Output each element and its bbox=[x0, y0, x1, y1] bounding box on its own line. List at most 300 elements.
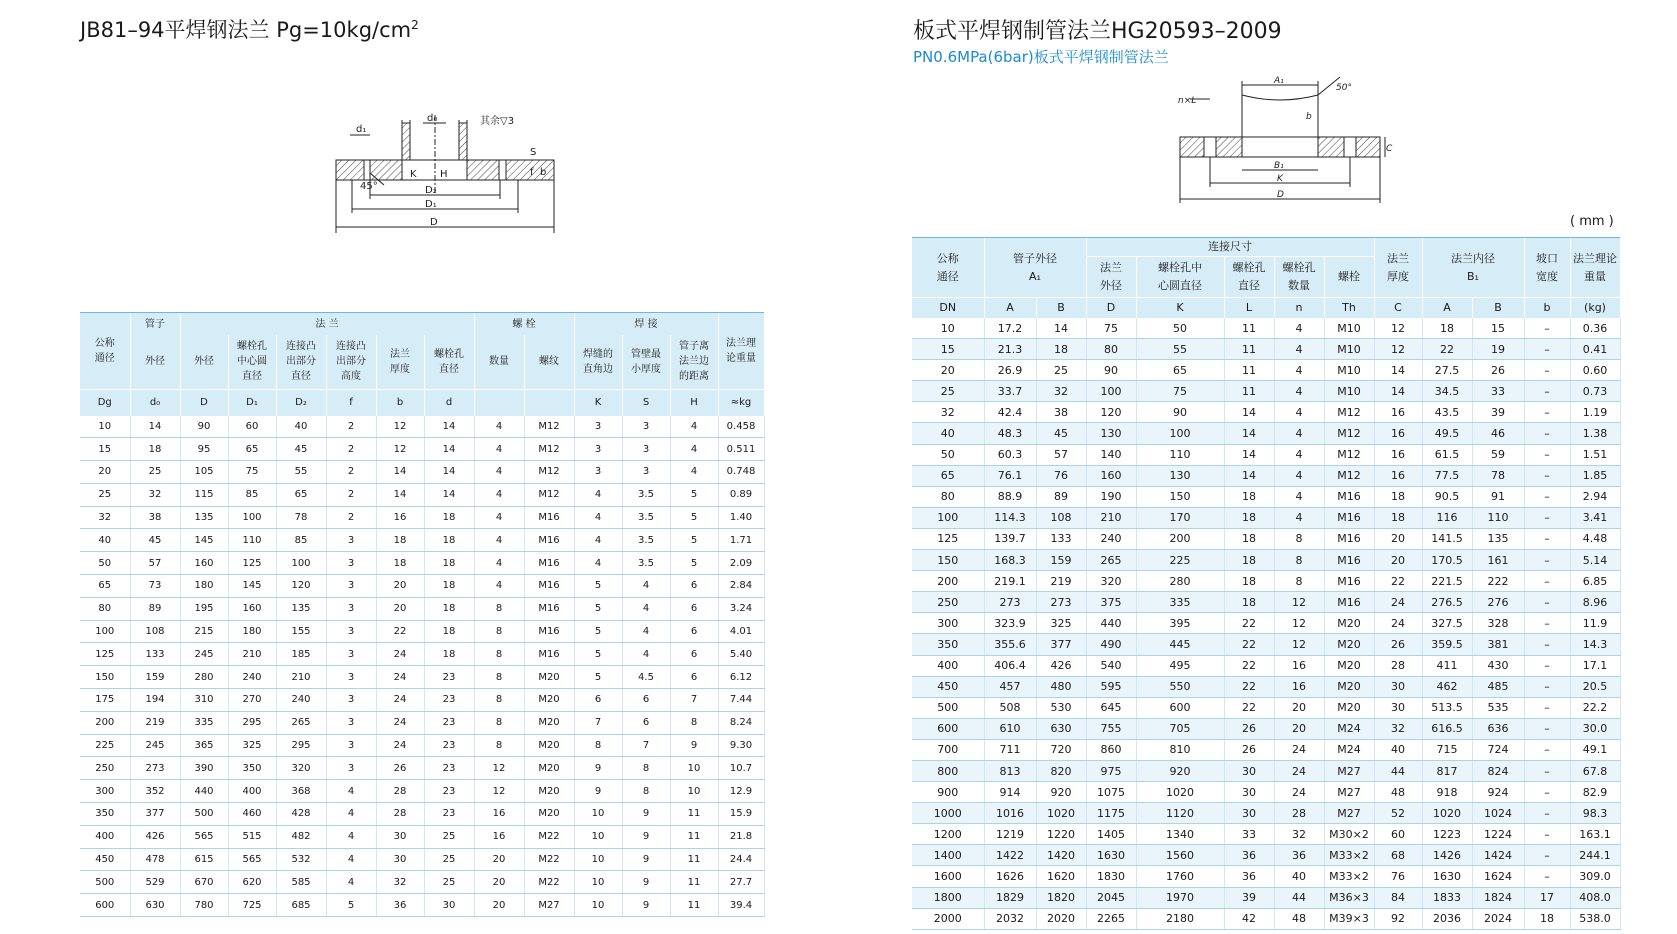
table-cell: 3 bbox=[326, 711, 376, 734]
rhdr-flange-od: 法兰 外径 bbox=[1086, 257, 1136, 298]
table-cell: 19 bbox=[1472, 339, 1524, 360]
table-cell: 4 bbox=[1274, 465, 1324, 486]
table-cell: 14 bbox=[1036, 318, 1086, 339]
table-cell: 273 bbox=[1036, 592, 1086, 613]
table-cell: – bbox=[1524, 444, 1570, 465]
table-cell: 59 bbox=[1472, 444, 1524, 465]
table-cell: M39×3 bbox=[1324, 908, 1374, 929]
rhdr-thickness: 法兰 厚度 bbox=[1374, 238, 1422, 298]
left-unit-cell: D₂ bbox=[276, 389, 326, 416]
table-row bbox=[912, 528, 1620, 549]
table-row bbox=[912, 592, 1620, 613]
table-cell: 2 bbox=[326, 461, 376, 484]
table-cell: 24 bbox=[1274, 760, 1324, 781]
table-cell: 28 bbox=[376, 803, 424, 826]
table-cell: 89 bbox=[130, 597, 180, 620]
table-cell: 20 bbox=[376, 575, 424, 598]
table-cell: 22 bbox=[1224, 655, 1274, 676]
table-cell: 508 bbox=[984, 697, 1036, 718]
table-cell: 720 bbox=[1036, 739, 1086, 760]
hdr-weight: 法兰理 论重量 bbox=[718, 313, 764, 389]
table-cell: 222 bbox=[1472, 571, 1524, 592]
table-cell: 620 bbox=[228, 871, 276, 894]
table-cell: 265 bbox=[276, 711, 326, 734]
table-cell: 1760 bbox=[1136, 866, 1224, 887]
table-cell: 12 bbox=[376, 416, 424, 438]
table-cell: 141.5 bbox=[1422, 528, 1472, 549]
table-cell: – bbox=[1524, 634, 1570, 655]
table-cell: 2032 bbox=[984, 908, 1036, 929]
label-D2: D₂ bbox=[425, 185, 437, 196]
table-cell: 18 bbox=[424, 506, 474, 529]
table-cell: 225 bbox=[1136, 550, 1224, 571]
label-A1: A₁ bbox=[1274, 76, 1284, 86]
table-cell: 4 bbox=[1274, 339, 1324, 360]
table-cell: 60 bbox=[228, 416, 276, 438]
table-cell: 12.9 bbox=[718, 780, 764, 803]
table-cell: 457 bbox=[984, 676, 1036, 697]
table-cell: 38 bbox=[130, 506, 180, 529]
table-cell: 6 bbox=[574, 689, 622, 712]
table-cell: 411 bbox=[1422, 655, 1472, 676]
table-cell: 75 bbox=[1136, 381, 1224, 402]
table-cell: M20 bbox=[524, 711, 574, 734]
table-cell: – bbox=[1524, 824, 1570, 845]
table-cell: M20 bbox=[524, 757, 574, 780]
table-cell: 16 bbox=[1274, 655, 1324, 676]
table-cell: 27.5 bbox=[1422, 360, 1472, 381]
table-cell: 14 bbox=[376, 461, 424, 484]
table-cell: – bbox=[1524, 676, 1570, 697]
right-unit-cell: D bbox=[1086, 298, 1136, 319]
table-cell: 39 bbox=[1224, 887, 1274, 908]
table-cell: – bbox=[1524, 402, 1570, 423]
table-cell: 30 bbox=[1224, 803, 1274, 824]
table-cell: 18 bbox=[424, 529, 474, 552]
table-cell: 485 bbox=[1472, 676, 1524, 697]
table-cell: 11 bbox=[670, 803, 718, 826]
table-cell: 3.24 bbox=[718, 597, 764, 620]
table-cell: 460 bbox=[228, 803, 276, 826]
hdr-pipe-od: 外径 bbox=[130, 335, 180, 389]
table-cell: 3.5 bbox=[622, 552, 670, 575]
table-cell: 1.19 bbox=[1570, 402, 1620, 423]
table-cell: 23 bbox=[424, 711, 474, 734]
table-cell: 6 bbox=[622, 689, 670, 712]
table-cell: M12 bbox=[1324, 402, 1374, 423]
table-cell: 240 bbox=[1086, 528, 1136, 549]
table-cell: 76.1 bbox=[984, 465, 1036, 486]
table-cell: 0.511 bbox=[718, 438, 764, 461]
table-cell: 4 bbox=[474, 461, 524, 484]
table-row bbox=[912, 465, 1620, 486]
table-cell: 1800 bbox=[912, 887, 984, 908]
table-cell: 538.0 bbox=[1570, 908, 1620, 929]
table-cell: 4 bbox=[622, 620, 670, 643]
table-cell: 482 bbox=[276, 825, 326, 848]
rhdr-pipe-od: 管子外径 A₁ bbox=[984, 238, 1086, 298]
table-cell: 3.5 bbox=[622, 483, 670, 506]
table-cell: 20 bbox=[80, 461, 130, 484]
table-cell: 8.96 bbox=[1570, 592, 1620, 613]
table-cell: 16 bbox=[474, 803, 524, 826]
table-cell: – bbox=[1524, 655, 1570, 676]
label-d0: d₀ bbox=[427, 113, 438, 124]
table-cell: – bbox=[1524, 339, 1570, 360]
table-cell: 700 bbox=[912, 739, 984, 760]
table-cell: 170.5 bbox=[1422, 550, 1472, 571]
table-cell: 12 bbox=[1374, 318, 1422, 339]
table-cell: 30 bbox=[1224, 760, 1274, 781]
table-cell: 309.0 bbox=[1570, 866, 1620, 887]
table-cell: 4 bbox=[670, 461, 718, 484]
table-cell: 159 bbox=[130, 666, 180, 689]
table-cell: M20 bbox=[524, 803, 574, 826]
table-cell: 16 bbox=[1374, 444, 1422, 465]
table-cell: 15.9 bbox=[718, 803, 764, 826]
table-row bbox=[912, 486, 1620, 507]
table-cell: 244.1 bbox=[1570, 845, 1620, 866]
table-row bbox=[80, 803, 764, 826]
table-cell: 1624 bbox=[1472, 866, 1524, 887]
table-cell: 5.40 bbox=[718, 643, 764, 666]
table-cell: 820 bbox=[1036, 760, 1086, 781]
table-cell: 18 bbox=[376, 552, 424, 575]
table-cell: 10 bbox=[912, 318, 984, 339]
table-cell: 23 bbox=[424, 780, 474, 803]
table-row bbox=[80, 689, 764, 712]
table-cell: 450 bbox=[912, 676, 984, 697]
table-cell: 2 bbox=[326, 483, 376, 506]
table-cell: 80 bbox=[912, 486, 984, 507]
table-cell: 40 bbox=[912, 423, 984, 444]
table-cell: 82.9 bbox=[1570, 782, 1620, 803]
table-cell: 240 bbox=[276, 689, 326, 712]
table-cell: 49.5 bbox=[1422, 423, 1472, 444]
table-cell: 670 bbox=[180, 871, 228, 894]
table-cell: 49.1 bbox=[1570, 739, 1620, 760]
table-cell: 1830 bbox=[1086, 866, 1136, 887]
table-cell: 22.2 bbox=[1570, 697, 1620, 718]
table-cell: 280 bbox=[1136, 571, 1224, 592]
table-row bbox=[912, 339, 1620, 360]
table-cell: 2.84 bbox=[718, 575, 764, 598]
table-cell: 725 bbox=[228, 894, 276, 917]
table-cell: 11 bbox=[1224, 318, 1274, 339]
table-cell: M10 bbox=[1324, 318, 1374, 339]
table-cell: 18 bbox=[130, 438, 180, 461]
table-cell: 273 bbox=[130, 757, 180, 780]
table-cell: 11.9 bbox=[1570, 613, 1620, 634]
table-row bbox=[80, 734, 764, 757]
table-cell: 2265 bbox=[1086, 908, 1136, 929]
table-cell: M16 bbox=[1324, 592, 1374, 613]
table-cell: 513.5 bbox=[1422, 697, 1472, 718]
table-cell: 30.0 bbox=[1570, 718, 1620, 739]
table-cell: 2036 bbox=[1422, 908, 1472, 929]
table-cell: 265 bbox=[1086, 550, 1136, 571]
right-subtitle: PN0.6MPa(6bar)板式平焊钢制管法兰 bbox=[913, 48, 1169, 66]
table-cell: 280 bbox=[180, 666, 228, 689]
hdr-raised-h: 连接凸 出部分 高度 bbox=[326, 335, 376, 389]
table-cell: – bbox=[1524, 845, 1570, 866]
table-cell: 610 bbox=[984, 718, 1036, 739]
table-cell: 22 bbox=[376, 620, 424, 643]
table-cell: 3 bbox=[326, 620, 376, 643]
table-cell: 18 bbox=[1422, 318, 1472, 339]
table-cell: – bbox=[1524, 550, 1570, 571]
table-cell: 616.5 bbox=[1422, 718, 1472, 739]
table-cell: 1970 bbox=[1136, 887, 1224, 908]
table-cell: – bbox=[1524, 760, 1570, 781]
table-cell: 3 bbox=[326, 575, 376, 598]
table-cell: 18 bbox=[424, 597, 474, 620]
left-spec-table bbox=[80, 313, 765, 917]
rhdr-bolt-qty: 螺栓孔 数量 bbox=[1274, 257, 1324, 298]
table-cell: 426 bbox=[130, 825, 180, 848]
table-row bbox=[80, 552, 764, 575]
table-cell: 18 bbox=[424, 552, 474, 575]
table-cell: 4 bbox=[474, 575, 524, 598]
table-cell: 4 bbox=[1274, 444, 1324, 465]
table-cell: 920 bbox=[1036, 782, 1086, 803]
table-cell: 14 bbox=[1374, 381, 1422, 402]
table-cell: 46 bbox=[1472, 423, 1524, 444]
table-cell: – bbox=[1524, 803, 1570, 824]
table-cell: 26 bbox=[1224, 718, 1274, 739]
table-cell: 120 bbox=[1086, 402, 1136, 423]
table-cell: 32 bbox=[376, 871, 424, 894]
table-cell: 20 bbox=[912, 360, 984, 381]
rhdr-connection: 连接尺寸 bbox=[1086, 238, 1374, 257]
table-cell: 6 bbox=[670, 643, 718, 666]
table-cell: 4 bbox=[1274, 360, 1324, 381]
table-cell: 20 bbox=[1274, 718, 1324, 739]
table-row bbox=[80, 848, 764, 871]
table-cell: 18 bbox=[424, 620, 474, 643]
table-row bbox=[80, 620, 764, 643]
hdr-raised-dia: 连接凸 出部分 直径 bbox=[276, 335, 326, 389]
table-cell: M16 bbox=[524, 597, 574, 620]
table-cell: 1560 bbox=[1136, 845, 1224, 866]
table-cell: 390 bbox=[180, 757, 228, 780]
table-cell: 95 bbox=[180, 438, 228, 461]
table-cell: 3 bbox=[574, 461, 622, 484]
label-nL: n×L bbox=[1178, 96, 1197, 106]
table-cell: – bbox=[1524, 782, 1570, 803]
table-cell: 15 bbox=[1472, 318, 1524, 339]
table-cell: 48 bbox=[1374, 782, 1422, 803]
table-cell: 80 bbox=[1086, 339, 1136, 360]
table-cell: 4 bbox=[574, 529, 622, 552]
table-cell: 22 bbox=[1224, 613, 1274, 634]
table-cell: M16 bbox=[524, 529, 574, 552]
table-cell: 636 bbox=[1472, 718, 1524, 739]
table-cell: 45 bbox=[1036, 423, 1086, 444]
table-cell: 1016 bbox=[984, 803, 1036, 824]
table-cell: 25 bbox=[1036, 360, 1086, 381]
table-cell: 428 bbox=[276, 803, 326, 826]
table-row bbox=[80, 643, 764, 666]
table-cell: 60.3 bbox=[984, 444, 1036, 465]
table-cell: – bbox=[1524, 318, 1570, 339]
table-cell: 135 bbox=[1472, 528, 1524, 549]
table-cell: 219 bbox=[130, 711, 180, 734]
table-cell: 14 bbox=[424, 483, 474, 506]
table-cell: 565 bbox=[228, 848, 276, 871]
label-S: S bbox=[530, 147, 537, 158]
table-cell: 38 bbox=[1036, 402, 1086, 423]
table-cell: M12 bbox=[524, 416, 574, 438]
table-cell: – bbox=[1524, 697, 1570, 718]
table-cell: 0.60 bbox=[1570, 360, 1620, 381]
table-cell: 215 bbox=[180, 620, 228, 643]
right-unit-cell: A bbox=[1422, 298, 1472, 319]
table-cell: 4 bbox=[326, 848, 376, 871]
table-cell: 225 bbox=[80, 734, 130, 757]
table-cell: 2 bbox=[326, 416, 376, 438]
table-cell: 22 bbox=[1422, 339, 1472, 360]
table-cell: M16 bbox=[1324, 528, 1374, 549]
table-cell: 395 bbox=[1136, 613, 1224, 634]
rhdr-bolt-circle: 螺栓孔中 心圆直径 bbox=[1136, 257, 1224, 298]
table-cell: 585 bbox=[276, 871, 326, 894]
left-table-body bbox=[80, 416, 764, 917]
table-cell: 3 bbox=[622, 416, 670, 438]
table-cell: 100 bbox=[80, 620, 130, 643]
table-cell: 4 bbox=[474, 552, 524, 575]
table-cell: 0.73 bbox=[1570, 381, 1620, 402]
table-cell: 85 bbox=[228, 483, 276, 506]
table-cell: 24 bbox=[1374, 613, 1422, 634]
table-cell: 28 bbox=[1374, 655, 1422, 676]
right-unit-cell: K bbox=[1136, 298, 1224, 319]
table-cell: 18 bbox=[1224, 507, 1274, 528]
right-unit-cell: n bbox=[1274, 298, 1324, 319]
table-row bbox=[912, 655, 1620, 676]
left-unit-cell: H bbox=[670, 389, 718, 416]
table-cell: 1820 bbox=[1036, 887, 1086, 908]
table-cell: 250 bbox=[912, 592, 984, 613]
table-cell: 918 bbox=[1422, 782, 1472, 803]
table-cell: 175 bbox=[80, 689, 130, 712]
table-cell: 140 bbox=[1086, 444, 1136, 465]
table-cell: 1000 bbox=[912, 803, 984, 824]
table-cell: 20 bbox=[474, 848, 524, 871]
table-cell: 715 bbox=[1422, 739, 1472, 760]
table-cell: 4 bbox=[474, 438, 524, 461]
table-cell: 600 bbox=[912, 718, 984, 739]
table-cell: 860 bbox=[1086, 739, 1136, 760]
table-row bbox=[912, 824, 1620, 845]
right-unit-cell: Th bbox=[1324, 298, 1374, 319]
table-cell: 76 bbox=[1374, 866, 1422, 887]
table-cell: 817 bbox=[1422, 760, 1472, 781]
table-cell: 20 bbox=[1274, 697, 1324, 718]
table-cell: 155 bbox=[276, 620, 326, 643]
table-cell: 27.7 bbox=[718, 871, 764, 894]
table-cell: 11 bbox=[670, 871, 718, 894]
table-cell: 1422 bbox=[984, 845, 1036, 866]
table-cell: 4 bbox=[670, 438, 718, 461]
table-cell: 5 bbox=[670, 506, 718, 529]
label-f: f bbox=[530, 167, 534, 178]
table-cell: 8.24 bbox=[718, 711, 764, 734]
table-cell: 161 bbox=[1472, 550, 1524, 571]
table-cell: 6 bbox=[670, 597, 718, 620]
right-unit-cell: b bbox=[1524, 298, 1570, 319]
table-cell: 22 bbox=[1224, 634, 1274, 655]
table-cell: 55 bbox=[276, 461, 326, 484]
table-cell: 4 bbox=[622, 643, 670, 666]
table-cell: 8 bbox=[670, 711, 718, 734]
table-cell: 5 bbox=[670, 529, 718, 552]
table-cell: M16 bbox=[1324, 507, 1374, 528]
table-cell: 11 bbox=[1224, 339, 1274, 360]
table-cell: 9 bbox=[670, 734, 718, 757]
left-unit-cell: d₀ bbox=[130, 389, 180, 416]
right-unit-cell: B bbox=[1472, 298, 1524, 319]
table-cell: 4 bbox=[326, 871, 376, 894]
right-unit-cell: L bbox=[1224, 298, 1274, 319]
right-spec-table bbox=[912, 238, 1621, 930]
table-cell: 400 bbox=[80, 825, 130, 848]
table-cell: 145 bbox=[180, 529, 228, 552]
table-cell: 24 bbox=[1274, 782, 1324, 803]
table-cell: 824 bbox=[1472, 760, 1524, 781]
table-cell: 30 bbox=[376, 848, 424, 871]
table-cell: – bbox=[1524, 739, 1570, 760]
table-cell: 1224 bbox=[1472, 824, 1524, 845]
right-unit-cell: A bbox=[984, 298, 1036, 319]
table-cell: 40 bbox=[276, 416, 326, 438]
table-cell: 914 bbox=[984, 782, 1036, 803]
table-cell: 78 bbox=[276, 506, 326, 529]
table-cell: 920 bbox=[1136, 760, 1224, 781]
table-cell: 335 bbox=[180, 711, 228, 734]
table-cell: 30 bbox=[376, 825, 424, 848]
table-cell: 25 bbox=[424, 848, 474, 871]
table-cell: 20 bbox=[474, 871, 524, 894]
table-cell: M12 bbox=[524, 438, 574, 461]
table-cell: 108 bbox=[1036, 507, 1086, 528]
table-cell: 14 bbox=[1224, 423, 1274, 444]
table-cell: 600 bbox=[1136, 697, 1224, 718]
table-cell: 21.8 bbox=[718, 825, 764, 848]
table-row bbox=[80, 461, 764, 484]
table-cell: 295 bbox=[276, 734, 326, 757]
table-cell: 68 bbox=[1374, 845, 1422, 866]
table-cell: 18 bbox=[1224, 528, 1274, 549]
table-cell: 116 bbox=[1422, 507, 1472, 528]
table-cell: 22 bbox=[1224, 697, 1274, 718]
table-cell: 325 bbox=[1036, 613, 1086, 634]
table-cell: 300 bbox=[912, 613, 984, 634]
table-cell: 1620 bbox=[1036, 866, 1086, 887]
table-cell: 40 bbox=[80, 529, 130, 552]
table-cell: 89 bbox=[1036, 486, 1086, 507]
table-cell: 221.5 bbox=[1422, 571, 1472, 592]
table-cell: 478 bbox=[130, 848, 180, 871]
table-cell: 368 bbox=[276, 780, 326, 803]
table-cell: 245 bbox=[130, 734, 180, 757]
table-cell: 24 bbox=[376, 711, 424, 734]
table-cell: M33×2 bbox=[1324, 866, 1374, 887]
table-cell: 350 bbox=[80, 803, 130, 826]
rhdr-inner-dia: 法兰内径 B₁ bbox=[1422, 238, 1524, 298]
table-cell: 4 bbox=[622, 575, 670, 598]
table-cell: 25 bbox=[424, 871, 474, 894]
